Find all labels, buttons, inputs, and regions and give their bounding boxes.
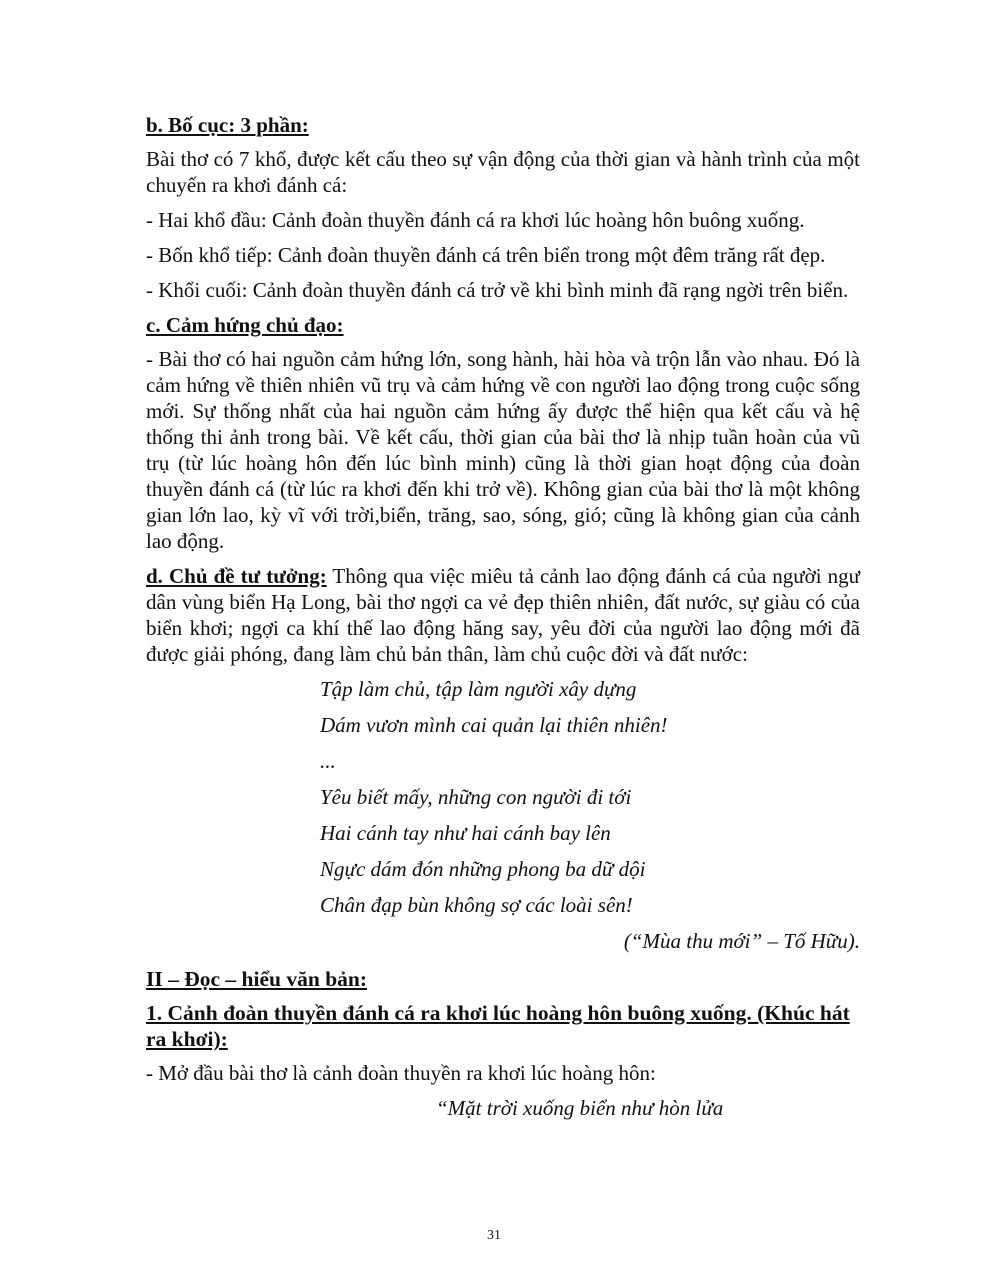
poem-line: Tập làm chủ, tập làm người xây dựng <box>320 677 637 701</box>
section-d-heading: d. Chủ đề tư tưởng: <box>146 564 327 588</box>
section-b-item-1: - Hai khổ đầu: Cảnh đoàn thuyền đánh cá ra khơi lúc hoàng hôn buông xuống. <box>146 208 805 232</box>
quote-line: “Mặt trời xuống biển như hòn lửa <box>436 1096 724 1120</box>
poem-ellipsis: ... <box>320 749 336 773</box>
poem-line: Yêu biết mấy, những con người đi tới <box>320 785 632 809</box>
poem-line: Ngực dám đón những phong ba dữ dội <box>320 857 646 881</box>
section-b-heading: b. Bố cục: 3 phần: <box>146 113 309 137</box>
page-number: 31 <box>487 1228 501 1243</box>
section-d-body: Thông qua việc miêu tả cảnh lao động đánh cá của người ngư dân vùng biển Hạ Long, bài thơ ngợi ca vẻ đẹp thiên nhiên, đất nước, sự giàu có của biển khơi; ngợi ca khí thế lao động hăng say, yêu đời của người lao động mới đã được giải phóng, đang làm chủ bản thân, làm chủ cuộc đời và đất nước: <box>146 564 860 666</box>
section-c-heading: c. Cảm hứng chủ đạo: <box>146 313 344 337</box>
document-page <box>146 112 860 1121</box>
poem-line: Hai cánh tay như hai cánh bay lên <box>320 821 611 845</box>
section-d-paragraph <box>146 563 860 667</box>
section-b-intro: Bài thơ có 7 khổ, được kết cấu theo sự vận động của thời gian và hành trình của một chuyến ra khơi đánh cá: <box>146 147 860 197</box>
poem-line: Chân đạp bùn không sợ các loài sên! <box>320 893 633 917</box>
section-b-item-3: - Khổi cuối: Cảnh đoàn thuyền đánh cá trở về khi bình minh đã rạng ngời trên biển. <box>146 278 849 302</box>
poem-line: Dám vươn mình cai quản lại thiên nhiên! <box>320 713 668 737</box>
part-two-intro: - Mở đầu bài thơ là cảnh đoàn thuyền ra khơi lúc hoàng hôn: <box>146 1061 656 1085</box>
section-c-body: - Bài thơ có hai nguồn cảm hứng lớn, song hành, hài hòa và trộn lẫn vào nhau. Đó là cảm hứng về thiên nhiên vũ trụ và cảm hứng về con người lao động trong cuộc sống mới. Sự thống nhất của hai nguồn cảm hứng ấy được thể hiện qua kết cấu và hệ thống thi ảnh trong bài. Về kết cấu, thời gian của bài thơ là nhịp tuần hoàn của vũ trụ (từ lúc hoàng hôn đến lúc bình minh) cũng là thời gian hoạt động của đoàn thuyền đánh cá (từ lúc ra khơi đến khi trở về). Không gian của bài thơ là một không gian lớn lao, kỳ vĩ với trời,biển, trăng, sao, sóng, gió; cũng là không gian của cảnh lao động. <box>146 347 860 553</box>
section-b-item-2: - Bốn khổ tiếp: Cảnh đoàn thuyền đánh cá trên biển trong một đêm trăng rất đẹp. <box>146 243 826 267</box>
poem-citation: (“Mùa thu mới” – Tố Hữu). <box>623 929 860 953</box>
part-two-heading: II – Đọc – hiểu văn bản: <box>146 967 368 991</box>
part-two-subheading: 1. Cảnh đoàn thuyền đánh cá ra khơi lúc hoàng hôn buông xuống. (Khúc hát ra khơi): <box>146 1001 850 1051</box>
poem-excerpt <box>320 676 860 928</box>
